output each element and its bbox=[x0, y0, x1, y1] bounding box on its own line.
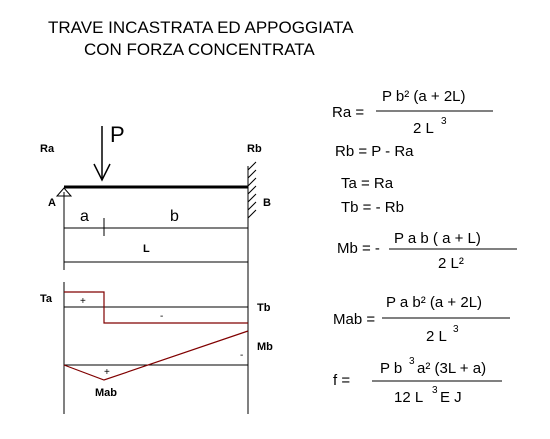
left-reaction-label: Ra bbox=[40, 143, 55, 155]
formula-mab-denominator: 2 L bbox=[426, 328, 447, 345]
formula-f-numerator-rest: a² (3L + a) bbox=[417, 360, 487, 377]
moment-bottom-label: Mab bbox=[95, 387, 117, 399]
formula-ta: Ta = Ra bbox=[341, 175, 394, 192]
dim-L-label: L bbox=[143, 243, 150, 255]
formula-mab-numerator: P a b² (a + 2L) bbox=[386, 294, 483, 311]
formula-ra-denominator-exponent: 3 bbox=[441, 116, 447, 127]
shear-diagram bbox=[64, 282, 248, 414]
shear-negative-sign: - bbox=[160, 311, 164, 322]
formula-f bbox=[333, 356, 502, 406]
moment-diagram bbox=[64, 331, 248, 380]
formula-mab-lhs: Mab = bbox=[333, 311, 376, 328]
formula-f-denominator-main: 12 L bbox=[394, 389, 424, 406]
right-support-label: B bbox=[263, 197, 271, 209]
formula-mab-denominator-exponent: 3 bbox=[453, 324, 459, 335]
formula-f-numerator-main: P b bbox=[380, 360, 403, 377]
moment-negative-sign: - bbox=[240, 350, 244, 361]
right-reaction-label: Rb bbox=[247, 143, 262, 155]
formula-mb-denominator: 2 L² bbox=[438, 255, 464, 272]
load-label: P bbox=[110, 122, 125, 147]
title-line-2: CON FORZA CONCENTRATA bbox=[84, 40, 315, 59]
load-arrow-icon bbox=[94, 126, 110, 180]
shear-positive-sign: + bbox=[80, 296, 86, 307]
left-support-label: A bbox=[48, 197, 56, 209]
formula-ra-denominator: 2 L bbox=[413, 120, 434, 137]
formula-mb bbox=[337, 230, 517, 272]
formula-f-denominator-exponent: 3 bbox=[432, 385, 438, 396]
formula-f-denominator-rest: E J bbox=[440, 389, 462, 406]
formula-ra-lhs: Ra = bbox=[332, 104, 365, 121]
moment-right-label: Mb bbox=[257, 341, 273, 353]
formula-mb-numerator: P a b ( a + L) bbox=[394, 230, 481, 247]
formula-tb: Tb = - Rb bbox=[341, 199, 404, 216]
formula-ra bbox=[332, 88, 493, 137]
moment-positive-sign: + bbox=[104, 367, 110, 378]
fixed-wall-icon bbox=[248, 162, 256, 414]
shear-left-label: Ta bbox=[40, 293, 53, 305]
formula-mab bbox=[333, 294, 510, 345]
formula-ra-numerator: P b² (a + 2L) bbox=[382, 88, 466, 105]
dimension-lines bbox=[64, 192, 248, 270]
title-line-1: TRAVE INCASTRATA ED APPOGGIATA bbox=[48, 18, 354, 37]
dim-b-label: b bbox=[170, 208, 179, 225]
shear-right-label: Tb bbox=[257, 302, 271, 314]
formula-mb-lhs: Mb = - bbox=[337, 240, 380, 257]
formula-f-numerator-exponent: 3 bbox=[409, 356, 415, 367]
dim-a-label: a bbox=[80, 208, 89, 225]
formula-f-lhs: f = bbox=[333, 372, 351, 389]
formula-rb: Rb = P - Ra bbox=[335, 143, 414, 160]
